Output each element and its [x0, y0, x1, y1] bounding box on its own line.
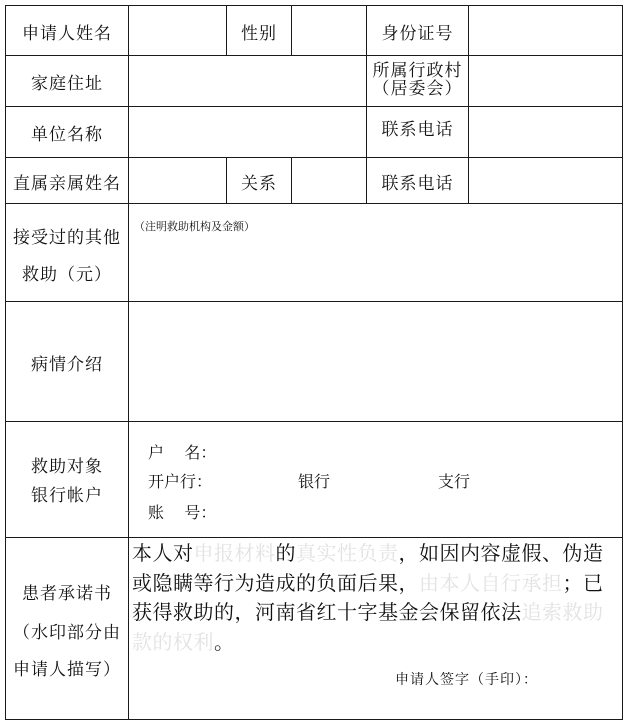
bank-suffix: 银行 [298, 472, 331, 491]
pledge-watermark-segment: 申报材料 [193, 541, 276, 565]
relative-phone-label: 联系电话 [381, 174, 454, 194]
signature-label: 申请人签字（手印）： [395, 672, 538, 688]
pledge-text-segment: ，如因内容虚假、伪造或隐瞒等行为造成的负面后果， [132, 541, 604, 595]
pledge-label-note-2: 申请人描写） [13, 660, 121, 680]
id-number-field[interactable] [469, 6, 622, 55]
relative-name-field[interactable] [129, 158, 226, 203]
pledge-text-segment: ；已获得救助的，河南省红十字基金会保留依法 [132, 570, 604, 624]
opening-bank-label: 开户行： [148, 472, 213, 491]
home-address-field[interactable] [129, 56, 366, 106]
village-label-sub: （居委会） [372, 79, 463, 99]
pledge-text-segment: 本人对 [132, 541, 194, 565]
bank-account-label-sub: 银行帐户 [31, 486, 103, 506]
village-label: 所属行政村 [372, 61, 463, 81]
relative-phone-field[interactable] [469, 158, 622, 203]
pledge-label: 患者承诺书 [22, 584, 112, 604]
table-border-bottom [5, 719, 623, 720]
row-divider [5, 203, 623, 204]
pledge-watermark-segment: 由本人自行承担 [419, 570, 563, 595]
account-name-label: 户 名： [148, 443, 217, 462]
illness-field[interactable] [129, 302, 622, 421]
applicant-name-label: 申请人姓名 [22, 24, 112, 44]
home-address-label: 家庭住址 [31, 74, 103, 94]
bank-account-label: 救助对象 [31, 457, 103, 477]
phone-label: 联系电话 [381, 120, 454, 140]
employer-field[interactable] [129, 107, 366, 157]
account-number-label: 账 号： [148, 503, 217, 522]
pledge-watermark-segment: 真实性负责 [296, 541, 399, 565]
relation-label: 关系 [241, 174, 277, 194]
other-aid-label-sub: 救助（元） [22, 265, 112, 285]
pledge-label-note-1: （水印部分由 [13, 623, 121, 643]
other-aid-label: 接受过的其他 [13, 228, 121, 248]
other-aid-field[interactable] [129, 236, 622, 301]
branch-suffix: 支行 [438, 472, 471, 491]
gender-label: 性别 [241, 24, 277, 44]
relation-field[interactable] [292, 158, 366, 203]
phone-field[interactable] [469, 107, 622, 157]
pledge-text-segment: 的 [275, 541, 296, 565]
village-field[interactable] [469, 56, 622, 106]
id-number-label: 身份证号 [381, 24, 454, 44]
other-aid-note: （注明救助机构及金额） [134, 220, 255, 233]
pledge-watermark-segment: 追索救助款的权利 [132, 600, 604, 654]
illness-label: 病情介绍 [31, 355, 103, 375]
gender-field[interactable] [292, 6, 366, 55]
row-divider [5, 537, 623, 538]
applicant-name-field[interactable] [129, 6, 226, 55]
relative-name-label: 直属亲属姓名 [13, 174, 121, 194]
employer-label: 单位名称 [31, 125, 103, 145]
pledge-text [132, 539, 622, 657]
table-border-right [622, 5, 623, 720]
row-divider [5, 421, 623, 422]
pledge-text-segment: 。 [214, 629, 235, 654]
